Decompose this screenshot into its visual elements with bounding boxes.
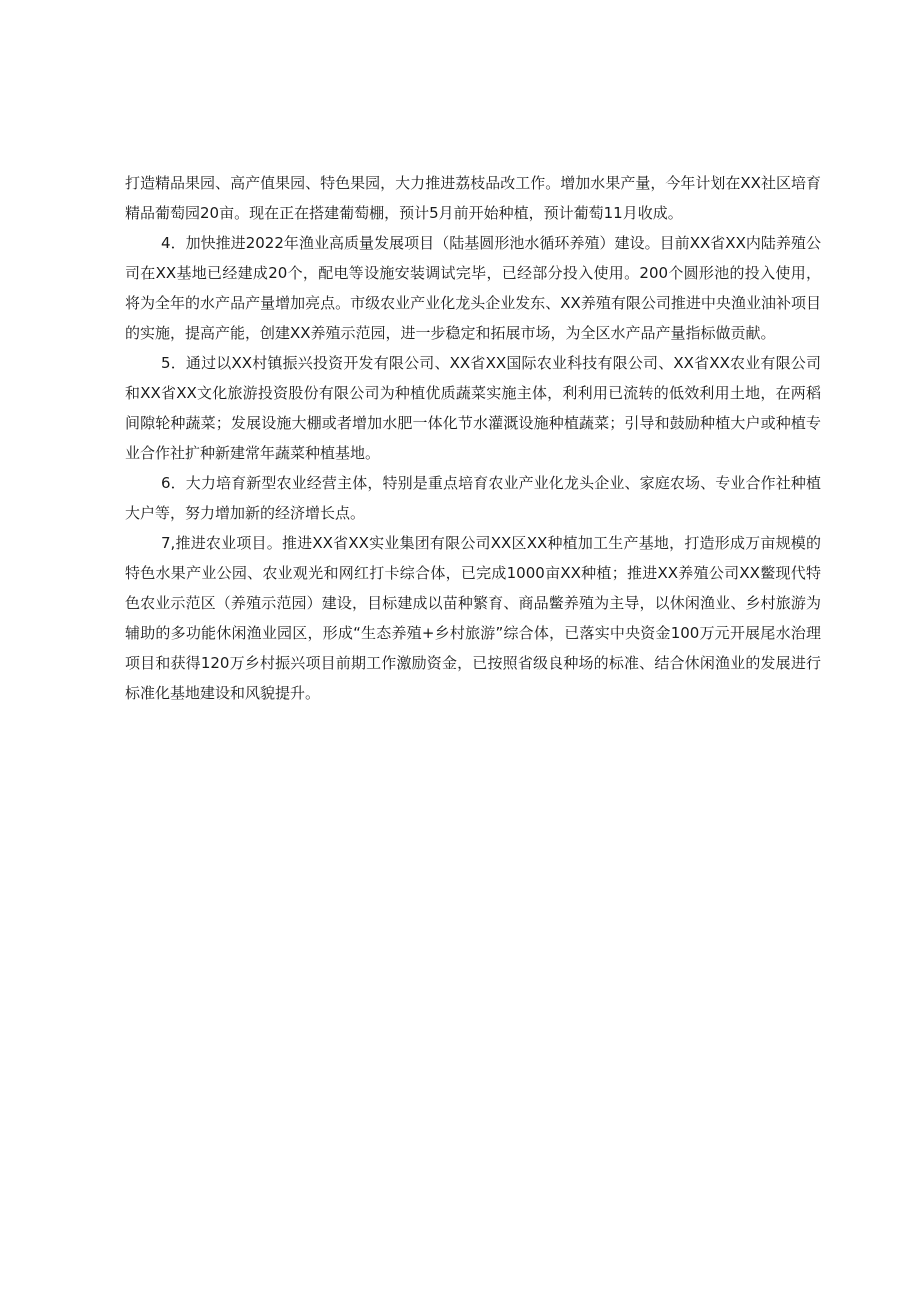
paragraph-item-5: 5．通过以XX村镇振兴投资开发有限公司、XX省XX国际农业科技有限公司、XX省XX农业有限公司和XX省XX文化旅游投资股份有限公司为种植优质蔬菜实施主体，利利用已流转的低效利用土地，在两稻间隙轮种蔬菜；发展设施大棚或者增加水肥一体化节水灌溉设施种植蔬菜；引导和鼓励种植大户或种植专业合作社扩种新建常年蔬菜种植基地。: [125, 354, 821, 462]
paragraph-item-6: 6．大力培育新型农业经营主体，特别是重点培育农业产业化龙头企业、家庭农场、专业合作社种植大户等，努力增加新的经济增长点。: [125, 474, 821, 522]
paragraph-item-7: 7,推进农业项目。推进XX省XX实业集团有限公司XX区XX种植加工生产基地，打造形成万亩规模的特色水果产业公园、农业观光和网红打卡综合体，已完成1000亩XX种植；推进XX养殖公司XX鳖现代特色农业示范区（养殖示范园）建设，目标建成以苗种繁育、商品鳖养殖为主导，以休闲渔业、乡村旅游为辅助的多功能休闲渔业园区，形成“生态养殖+乡村旅游”综合体，已落实中央资金100万元开展尾水治理项目和获得120万乡村振兴项目前期工作激励资金，已按照省级良种场的标准、结合休闲渔业的发展进行标准化基地建设和风貌提升。: [125, 534, 821, 702]
document-body: [125, 168, 821, 708]
paragraph-item-4: 4．加快推进2022年渔业高质量发展项目（陆基圆形池水循环养殖）建设。目前XX省XX内陆养殖公司在XX基地已经建成20个，配电等设施安装调试完毕，已经部分投入使用。200个圆形池的投入使用，将为全年的水产品产量增加亮点。市级农业产业化龙头企业发东、XX养殖有限公司推进中央渔业油补项目的实施，提高产能，创建XX养殖示范园，进一步稳定和拓展市场，为全区水产品产量指标做贡献。: [125, 234, 821, 342]
paragraph-continuation: 打造精品果园、高产值果园、特色果园，大力推进荔枝品改工作。增加水果产量，今年计划在XX社区培育精品葡萄园20亩。现在正在搭建葡萄棚，预计5月前开始种植，预计葡萄11月收成。: [125, 174, 821, 222]
